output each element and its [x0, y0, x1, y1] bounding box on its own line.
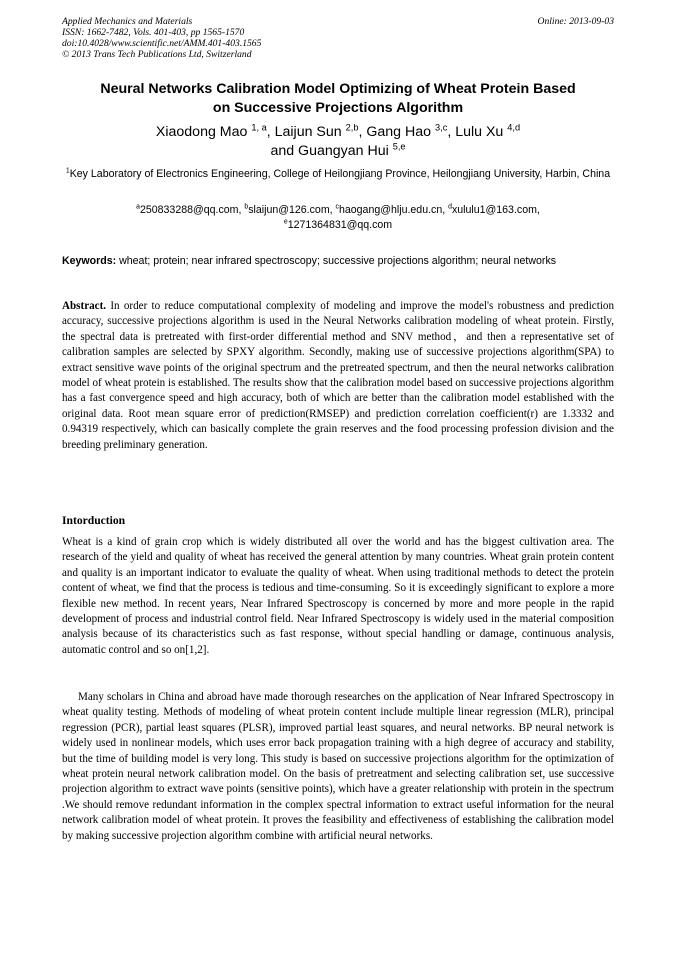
keywords: [62, 254, 614, 269]
email-sup: b: [244, 203, 249, 211]
online-date: Online: 2013-09-03: [537, 16, 614, 27]
paper-title: [62, 80, 614, 118]
author-name: Gang Hao: [366, 124, 432, 140]
author-name: and Guangyan Hui: [270, 143, 389, 159]
email-address: haogang@hlju.edu.cn,: [338, 204, 446, 216]
author-affil-sup: 3,c: [435, 122, 448, 133]
abstract-label: Abstract.: [62, 300, 107, 312]
issn-line: ISSN: 1662-7482, Vols. 401-403, pp 1565-1570: [62, 27, 245, 38]
keywords-label: Keywords:: [62, 255, 117, 267]
abstract: [62, 299, 614, 453]
intro-paragraph-2: Many scholars in China and abroad have made thorough researches on the application of Near Infrared Spectroscopy in wheat quality testing. Methods of modeling of wheat protein content include multiple linear regression (MLR), principal regression (PCR), partial least squares (PLSR), improved partial least squares, and neural networks. BP neural network is widely used in nonlinear models, which uses error back propagation training with a high degree of accuracy and stability, but the time of building model is very long. This study is based on successive projections algorithm for the optimization of wheat protein neural network calibration model. On the basis of pretreatment and selecting calibration set, use successive projection algorithm to extract wave points (sensitive points), which have a greater relationship with protein in the spectrum .We should remove redundant information in the complex spectral information to extract useful information for the neural network calibration model of wheat protein. It proves the feasibility and effectiveness of establishing the calibration model by making successive projection algorithm combine with artificial neural networks.: [62, 691, 614, 842]
author-name: Laijun Sun: [274, 124, 342, 140]
author-affil-sup: 5,e: [392, 141, 406, 152]
email-sup: d: [448, 203, 452, 211]
author-list: [62, 123, 614, 161]
keywords-text: wheat; protein; near infrared spectroscopy; successive projections algorithm; neural networks: [119, 255, 557, 267]
section-heading: Intorduction: [62, 514, 126, 527]
email-address: 1271364831@qq.com: [287, 219, 393, 231]
affiliation-text: Key Laboratory of Electronics Engineering, College of Heilongjiang Province, Heilongjiang University, Harbin, China: [69, 168, 611, 180]
email-sup: e: [283, 218, 288, 226]
affiliation-sup: 1: [65, 167, 70, 175]
author-affil-sup: 4,d: [507, 122, 521, 133]
email-sup: c: [335, 203, 339, 211]
title-line-1: Neural Networks Calibration Model Optimizing of Wheat Protein Based: [100, 81, 576, 97]
journal-name: Applied Mechanics and Materials: [62, 16, 193, 27]
abstract-text: In order to reduce computational complexity of modeling and improve the model's robustness and prediction accuracy, successive projections algorithm is used in the Neural Networks calibration modeling of wheat protein. Firstly, the spectral data is pretreated with first-order differential method and SNV method，and then a representative set of calibration samples are selected by SPXY algorithm. Secondly, making use of successive projections algorithm(SPA) to extract sensitive wave points of the original spectrum and the pretreated spectrum, and then the neural networks calibration model of wheat protein is established. The results show that the calibration model based on successive projections algorithm has a fast convergence speed and high accuracy, both of which are better than the calibration model established with the original data. Root mean square error of prediction(RMSEP) and prediction correlation coefficient(r) are 1.3332 and 0.94319 respectively, which can basically complete the grain reserves and the food processing profession division and the breeding preliminary generation.: [62, 300, 614, 451]
copyright-line: © 2013 Trans Tech Publications Ltd, Switzerland: [62, 49, 252, 60]
email-address: 250833288@qq.com,: [139, 204, 242, 216]
author-line-1: Xiaodong Mao $^{1, a}$, Laijun Sun $^{2,b}$, Gang Hao $^{3,c}$, Lulu Xu $^{4,d}$: [155, 122, 521, 140]
email-address: slaijun@126.com,: [248, 204, 333, 216]
author-name: Xiaodong Mao: [155, 124, 248, 140]
email-address: xululu1@163.com,: [451, 204, 540, 216]
doi-line: doi:10.4028/www.scientific.net/AMM.401-403.1565: [62, 38, 262, 49]
author-line-2: [62, 142, 614, 161]
email-list: [62, 203, 614, 233]
author-affil-sup: 2,b: [345, 122, 359, 133]
intro-paragraph-1: Wheat is a kind of grain crop which is widely distributed all over the world and has the biggest cultivation area. The research of the yield and quality of wheat has received the general attention by many countries. Wheat grain protein content and quality is an important indicator to evaluate the quality of wheat. When using traditional methods to detect the protein content of wheat, we find that the process is tedious and time-consuming. So it is exceedingly significant to explore a more flexible new method. In recent years, Near Infrared Spectroscopy is concerned by more and more people in the rapid development of process and industrial control field. Near Infrared Spectroscopy is widely used in the material composition analysis because of its characteristics such as fast response, without special handling or damage, continuous analysis, automatic control and so on[1,2].: [62, 536, 614, 656]
author-name: Lulu Xu: [455, 124, 504, 140]
affiliation: [62, 167, 614, 182]
email-sup: a: [136, 203, 140, 211]
author-affil-sup: 1, a: [251, 122, 267, 133]
title-line-2: on Successive Projections Algorithm: [212, 100, 464, 116]
